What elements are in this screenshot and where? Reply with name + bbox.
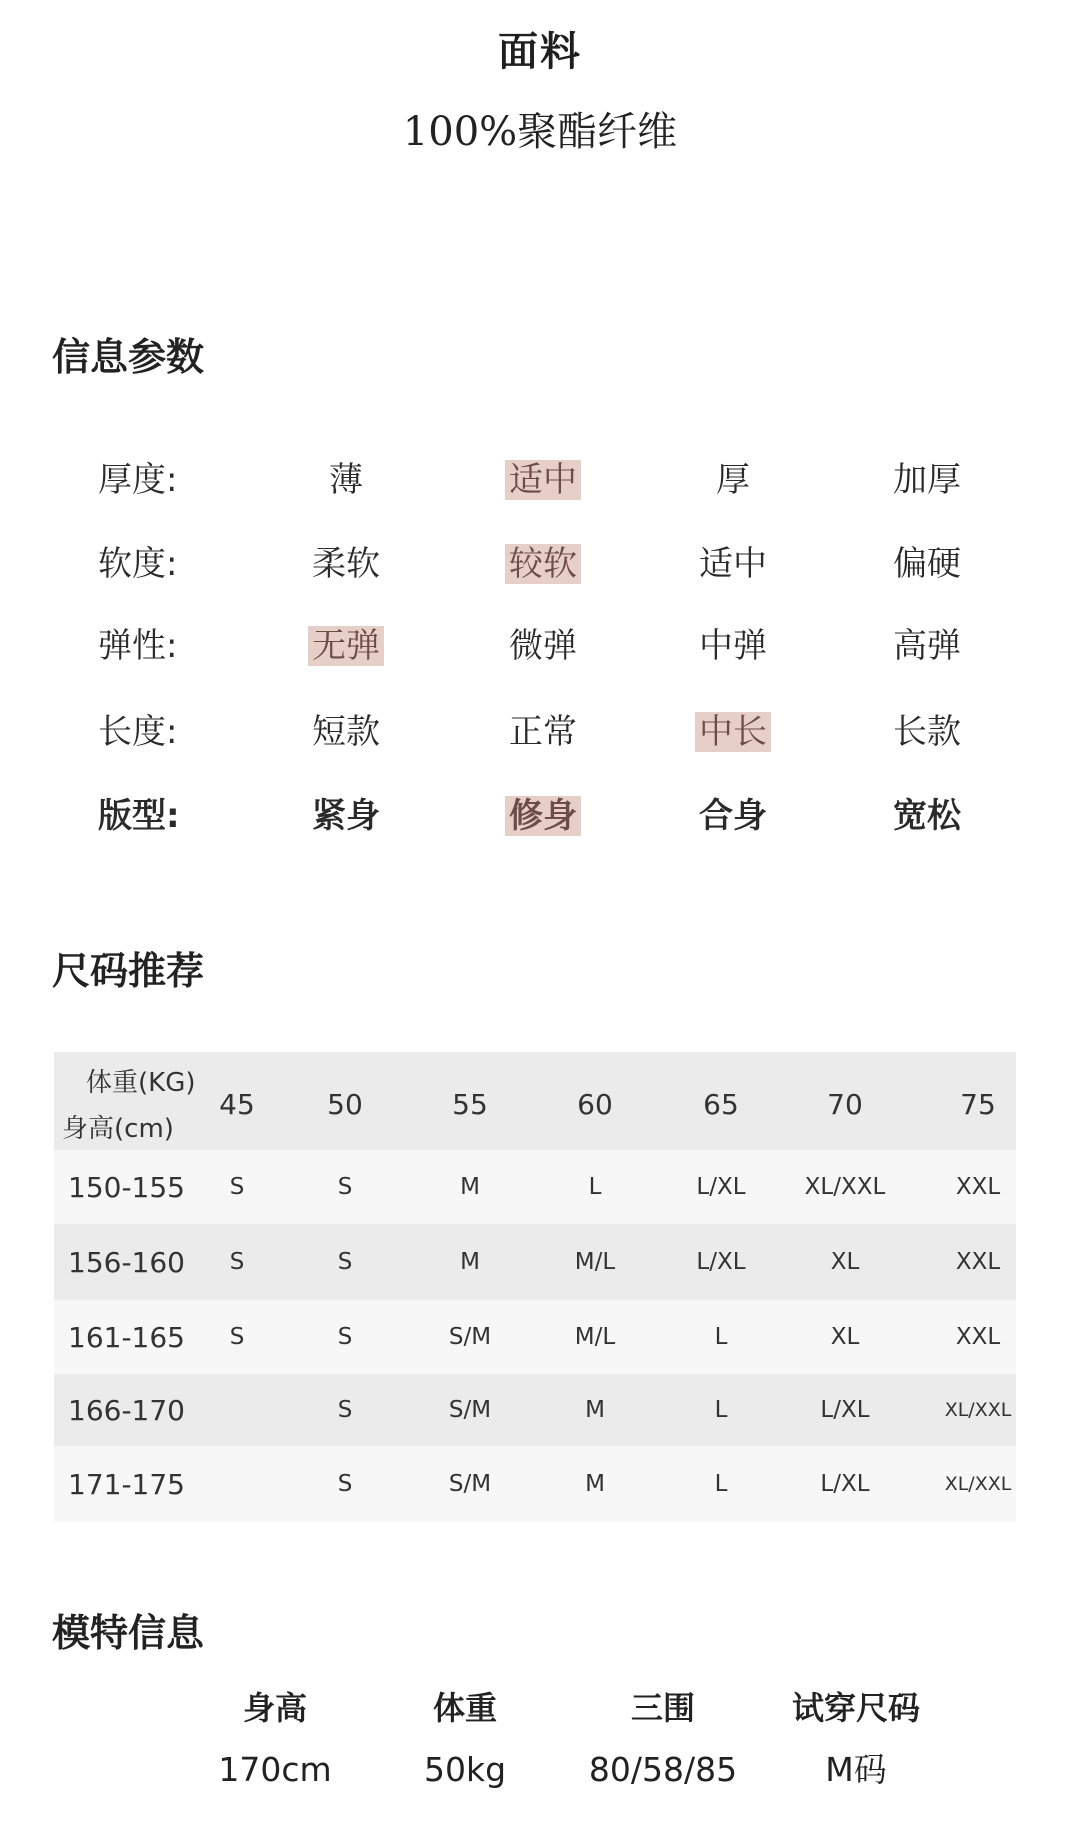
size-cell: M — [460, 1249, 480, 1275]
size-table — [54, 1052, 1016, 1522]
param-option-selected: 中长 — [695, 712, 771, 752]
size-cell: XL/XXL — [944, 1473, 1012, 1495]
size-cell: XL — [830, 1324, 860, 1350]
params-section-title: 信息参数 — [52, 335, 205, 379]
corner-height-label: 身高(cm) — [62, 1114, 174, 1144]
size-cell: S — [337, 1471, 353, 1497]
size-cell: S — [337, 1174, 353, 1200]
param-option — [678, 456, 788, 504]
param-option — [872, 708, 982, 756]
height-range-cell: 161-165 — [68, 1320, 185, 1354]
size-cell: XXL — [955, 1324, 1001, 1350]
model-info-column — [553, 1686, 773, 1792]
param-option — [872, 456, 982, 504]
size-cell: L/XL — [820, 1397, 870, 1423]
size-cell: S — [337, 1397, 353, 1423]
weight-header-cell: 45 — [219, 1088, 255, 1121]
param-option — [291, 792, 401, 840]
param-option-text: 微弹 — [509, 626, 577, 666]
size-cell: L — [714, 1471, 728, 1497]
param-option-text: 中弹 — [699, 626, 767, 666]
size-cell: L — [714, 1397, 728, 1423]
fabric-value: 100%聚酯纤维 — [402, 109, 678, 155]
param-option-text: 长款 — [893, 712, 961, 752]
weight-header-cell: 60 — [577, 1088, 613, 1121]
param-label: 长度: — [98, 712, 178, 752]
model-info-column — [165, 1686, 385, 1792]
param-option — [872, 792, 982, 840]
size-cell: XXL — [955, 1174, 1001, 1200]
model-info-label: 体重 — [432, 1689, 497, 1727]
model-info-label: 试穿尺码 — [791, 1689, 920, 1727]
size-cell: M — [460, 1174, 480, 1200]
param-row — [0, 540, 1080, 596]
param-option — [291, 622, 401, 670]
param-option — [291, 456, 401, 504]
size-cell: M — [585, 1397, 605, 1423]
weight-header-cell: 50 — [327, 1088, 363, 1121]
size-cell: L/XL — [820, 1471, 870, 1497]
size-cell: S — [337, 1324, 353, 1350]
param-option-text: 加厚 — [893, 460, 961, 500]
size-cell: S/M — [448, 1324, 492, 1350]
table-row — [54, 1374, 1016, 1446]
param-option — [488, 792, 598, 840]
table-row — [54, 1150, 1016, 1224]
param-option — [678, 622, 788, 670]
param-option — [488, 622, 598, 670]
size-cell: S — [337, 1249, 353, 1275]
weight-header-cell: 65 — [703, 1088, 739, 1121]
height-range-cell: 166-170 — [68, 1393, 185, 1427]
size-cell: S/M — [448, 1397, 492, 1423]
size-cell: M/L — [574, 1249, 616, 1275]
height-range-cell: 171-175 — [68, 1467, 185, 1501]
param-option — [872, 540, 982, 588]
size-cell: S — [229, 1249, 245, 1275]
corner-weight-label: 体重(KG) — [86, 1068, 196, 1098]
size-table-header-row — [54, 1052, 1016, 1150]
param-label: 厚度: — [98, 460, 178, 500]
model-info-label: 三围 — [630, 1689, 695, 1727]
size-cell — [182, 1446, 292, 1522]
param-option-selected: 无弹 — [308, 626, 384, 666]
size-cell — [182, 1374, 292, 1446]
param-option — [291, 540, 401, 588]
param-option — [872, 622, 982, 670]
size-cell: M/L — [574, 1324, 616, 1350]
param-option-text: 高弹 — [893, 626, 961, 666]
param-row — [0, 708, 1080, 764]
model-info-column — [355, 1686, 575, 1792]
param-option-selected: 适中 — [505, 460, 581, 500]
param-label: 软度: — [98, 544, 178, 584]
param-option-selected: 较软 — [505, 544, 581, 584]
size-table-corner — [62, 1060, 196, 1152]
model-info-value: 80/58/85 — [588, 1750, 738, 1789]
param-option-text: 厚 — [716, 460, 750, 500]
param-option — [678, 708, 788, 756]
size-cell: L/XL — [696, 1249, 746, 1275]
model-info-value: 170cm — [218, 1750, 332, 1789]
param-label: 弹性: — [98, 626, 178, 666]
param-option — [291, 708, 401, 756]
weight-header-cell: 55 — [452, 1088, 488, 1121]
size-cell: XL/XXL — [944, 1399, 1012, 1421]
param-label: 版型: — [98, 796, 180, 836]
size-cell: L — [714, 1324, 728, 1350]
param-option-text: 合身 — [699, 796, 767, 836]
model-section-title: 模特信息 — [52, 1611, 205, 1655]
param-option — [488, 708, 598, 756]
size-cell: M — [585, 1471, 605, 1497]
param-option — [678, 540, 788, 588]
param-option — [488, 540, 598, 588]
param-option-text: 正常 — [509, 712, 577, 752]
param-option-text: 薄 — [329, 460, 363, 500]
height-range-cell: 156-160 — [68, 1245, 185, 1279]
param-option — [678, 792, 788, 840]
table-row — [54, 1224, 1016, 1300]
model-info-value: M码 — [825, 1750, 887, 1789]
weight-header-cell: 75 — [960, 1088, 996, 1121]
size-cell: S — [229, 1324, 245, 1350]
size-section-title: 尺码推荐 — [52, 949, 205, 993]
param-option — [488, 456, 598, 504]
size-cell: XL/XXL — [804, 1174, 886, 1200]
param-row — [0, 456, 1080, 512]
param-option-selected: 修身 — [505, 796, 581, 836]
size-cell: S — [229, 1174, 245, 1200]
height-range-cell: 150-155 — [68, 1170, 185, 1204]
model-info-label: 身高 — [242, 1689, 307, 1727]
size-cell: XL — [830, 1249, 860, 1275]
model-info-value: 50kg — [423, 1750, 507, 1789]
param-option-text: 紧身 — [312, 796, 380, 836]
param-row — [0, 792, 1080, 848]
table-row — [54, 1300, 1016, 1374]
weight-header-cell: 70 — [827, 1088, 863, 1121]
size-cell: S/M — [448, 1471, 492, 1497]
size-cell: XXL — [955, 1249, 1001, 1275]
param-option-text: 偏硬 — [893, 544, 961, 584]
model-info-column — [746, 1686, 966, 1792]
param-option-text: 短款 — [312, 712, 380, 752]
size-cell: L — [588, 1174, 602, 1200]
param-option-text: 柔软 — [312, 544, 380, 584]
param-option-text: 适中 — [699, 544, 767, 584]
table-row — [54, 1446, 1016, 1522]
size-cell: L/XL — [696, 1174, 746, 1200]
fabric-title: 面料 — [498, 29, 582, 75]
param-option-text: 宽松 — [893, 796, 961, 836]
param-row — [0, 622, 1080, 678]
